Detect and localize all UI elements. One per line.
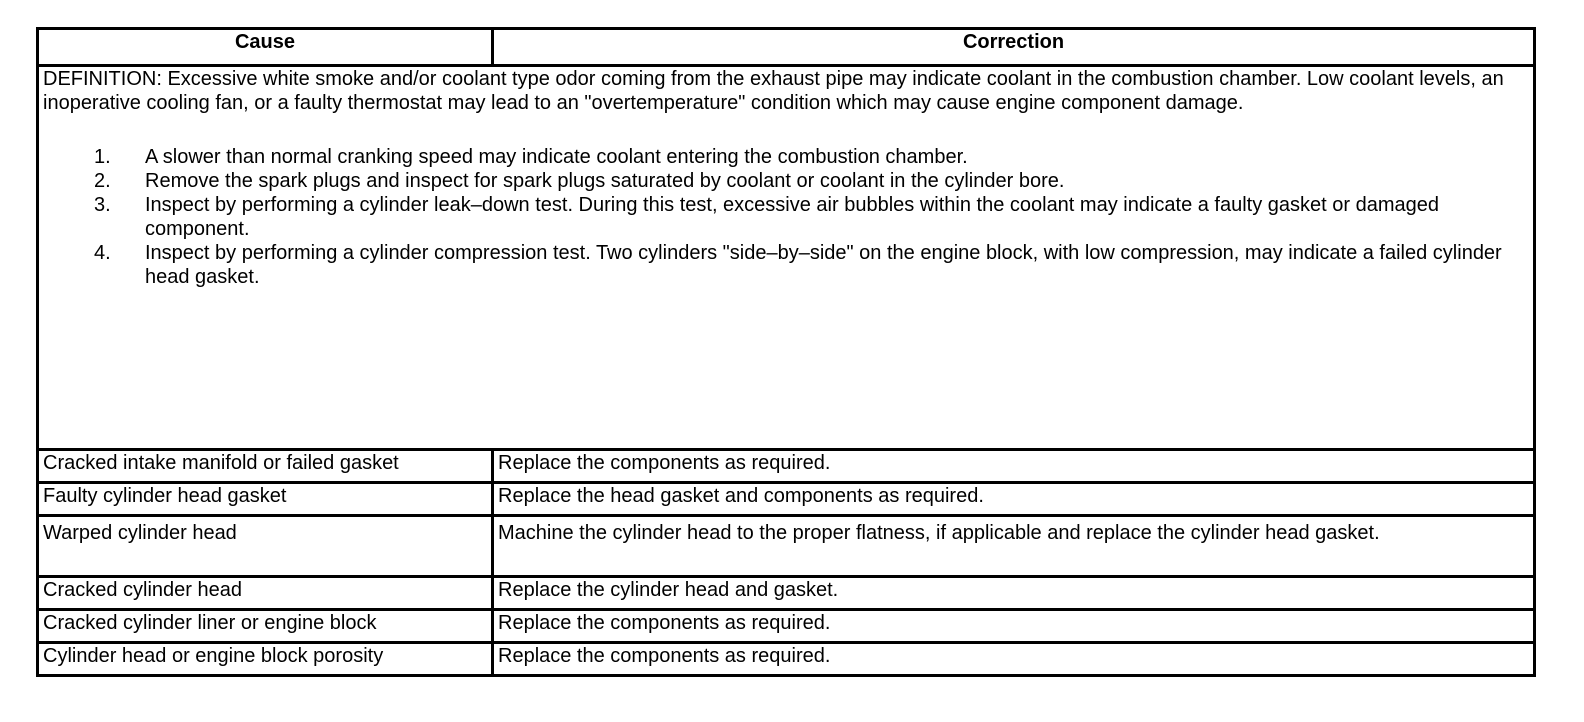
cause-cell: Cracked cylinder head: [38, 577, 493, 610]
cause-cell: Cylinder head or engine block porosity: [38, 643, 493, 676]
diagnostic-step: [43, 145, 1529, 169]
step-text: Remove the spark plugs and inspect for spark plugs saturated by coolant or coolant in the cylinder bore.: [145, 170, 1065, 192]
correction-cell: Machine the cylinder head to the proper flatness, if applicable and replace the cylinder head gasket.: [493, 516, 1535, 577]
correction-cell: Replace the components as required.: [493, 643, 1535, 676]
table-row: [38, 643, 1535, 676]
diagnostic-step: [43, 241, 1529, 289]
correction-cell: Replace the head gasket and components as required.: [493, 483, 1535, 516]
cause-correction-table: [36, 27, 1536, 677]
correction-cell: Replace the cylinder head and gasket.: [493, 577, 1535, 610]
table-row: [38, 516, 1535, 577]
definition-cell: [38, 66, 1535, 450]
header-correction: Correction: [493, 29, 1535, 66]
document-page: [36, 27, 1533, 677]
diagnostic-step: [43, 193, 1529, 241]
correction-cell: Replace the components as required.: [493, 610, 1535, 643]
cause-cell: Cracked cylinder liner or engine block: [38, 610, 493, 643]
header-cause: Cause: [38, 29, 493, 66]
step-number: 2.: [94, 170, 111, 192]
diagnostic-step: [43, 169, 1529, 193]
cause-cell: Cracked intake manifold or failed gasket: [38, 450, 493, 483]
table-row: [38, 610, 1535, 643]
table-header-row: [38, 29, 1535, 66]
cause-cell: Faulty cylinder head gasket: [38, 483, 493, 516]
step-number: 1.: [94, 146, 111, 168]
step-number: 4.: [94, 242, 111, 264]
table-row: [38, 483, 1535, 516]
step-number: 3.: [94, 194, 111, 216]
step-text: Inspect by performing a cylinder compression test. Two cylinders "side–by–side" on the engine block, with low compression, may indicate a failed cylinder head gasket.: [145, 242, 1502, 288]
table-row: [38, 450, 1535, 483]
table-row: [38, 577, 1535, 610]
step-text: A slower than normal cranking speed may indicate coolant entering the combustion chamber.: [145, 146, 968, 168]
correction-cell: Replace the components as required.: [493, 450, 1535, 483]
cause-cell: Warped cylinder head: [38, 516, 493, 577]
step-text: Inspect by performing a cylinder leak–down test. During this test, excessive air bubbles within the coolant may indicate a faulty gasket or damaged component.: [145, 194, 1440, 240]
definition-row: [38, 66, 1535, 450]
definition-text: DEFINITION: Excessive white smoke and/or coolant type odor coming from the exhaust pipe may indicate coolant in the combustion chamber. Low coolant levels, an inoperative cooling fan, or a faulty thermostat may lead to an "overtemperature" condition which may cause engine component damage.: [43, 68, 1504, 114]
diagnostic-steps-list: [43, 145, 1529, 289]
